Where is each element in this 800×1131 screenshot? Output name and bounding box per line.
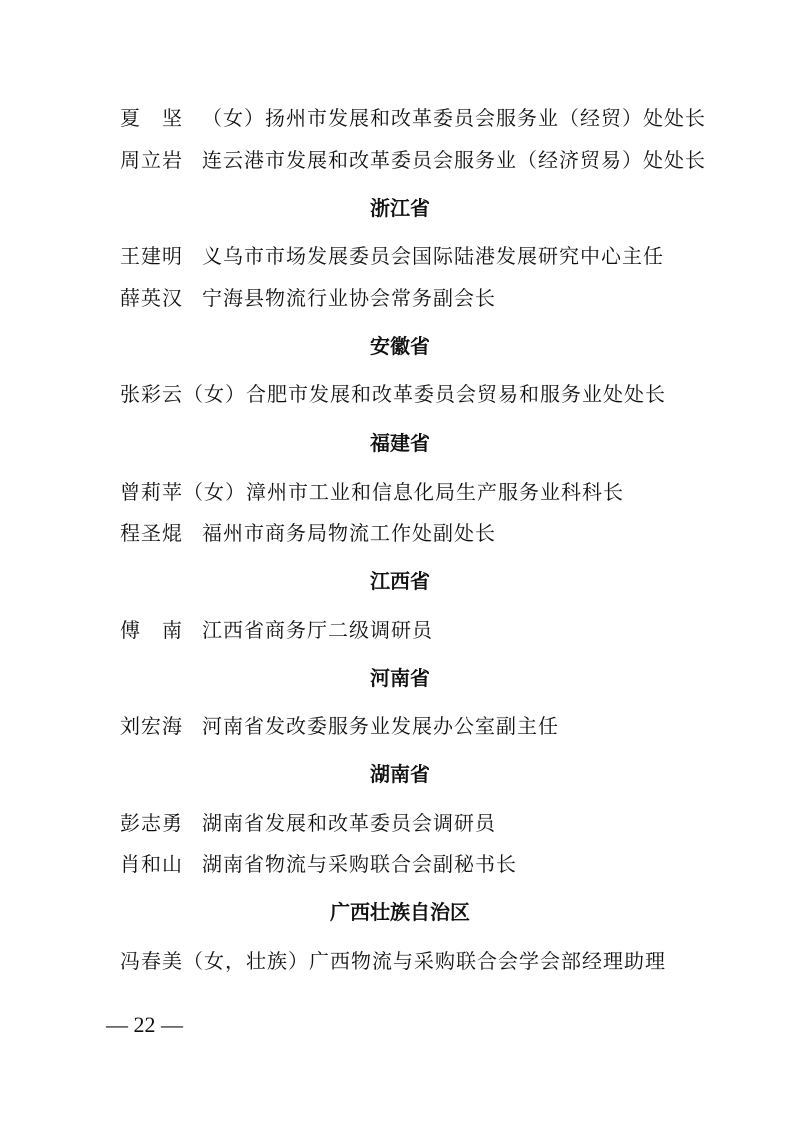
entry-line — [120, 286, 496, 310]
province-heading-anhui: 安徽省 — [370, 334, 430, 358]
entry-name: 刘宏海 — [120, 714, 183, 738]
entry-name: 周立岩 — [120, 148, 183, 172]
entry-name: 彭志勇 — [120, 811, 183, 835]
entry-title: 义乌市市场发展委员会国际陆港发展研究中心主任 — [202, 244, 664, 268]
entry-line — [120, 244, 664, 268]
entry-title: 合肥市发展和改革委员会贸易和服务业处处长 — [246, 382, 666, 406]
entry-name: 王建明 — [120, 244, 183, 268]
entry-title: 广西物流与采购联合会学会部经理助理 — [309, 949, 666, 973]
entry-name: 曾莉苹（女） — [120, 480, 246, 504]
province-heading-zhejiang: 浙江省 — [370, 196, 430, 220]
entry-title: （女）扬州市发展和改革委员会服务业（经贸）处处长 — [202, 106, 706, 130]
entry-title: 湖南省物流与采购联合会副秘书长 — [202, 852, 517, 876]
entry-line — [120, 949, 666, 973]
entry-line — [120, 106, 706, 130]
province-heading-henan: 河南省 — [370, 666, 430, 690]
entry-title: 河南省发改委服务业发展办公室副主任 — [202, 714, 559, 738]
entry-title: 连云港市发展和改革委员会服务业（经济贸易）处处长 — [202, 148, 706, 172]
entry-line — [120, 480, 624, 504]
entry-title: 漳州市工业和信息化局生产服务业科科长 — [246, 480, 624, 504]
page-number: — 22 — — [106, 1012, 183, 1037]
entry-line — [120, 714, 559, 738]
entry-name: 肖和山 — [120, 852, 183, 876]
entry-name: 夏 坚 — [120, 106, 183, 130]
province-heading-guangxi: 广西壮族自治区 — [330, 900, 470, 924]
entry-name: 薛英汉 — [120, 286, 183, 310]
entry-name: 冯春美（女，壮族） — [120, 949, 309, 973]
entry-title: 江西省商务厅二级调研员 — [202, 618, 433, 642]
entry-name: 傅 南 — [120, 618, 183, 642]
entry-line — [120, 618, 433, 642]
entry-line — [120, 382, 666, 406]
entry-line — [120, 148, 706, 172]
province-heading-hunan: 湖南省 — [370, 762, 430, 786]
entry-line — [120, 521, 496, 545]
province-heading-fujian: 福建省 — [370, 431, 430, 455]
entry-line — [120, 852, 517, 876]
entry-title: 宁海县物流行业协会常务副会长 — [202, 286, 496, 310]
entry-line — [120, 811, 496, 835]
entry-title: 福州市商务局物流工作处副处长 — [202, 521, 496, 545]
entry-name: 程圣焜 — [120, 521, 183, 545]
entry-name: 张彩云（女） — [120, 382, 246, 406]
entry-title: 湖南省发展和改革委员会调研员 — [202, 811, 496, 835]
province-heading-jiangxi: 江西省 — [370, 569, 430, 593]
